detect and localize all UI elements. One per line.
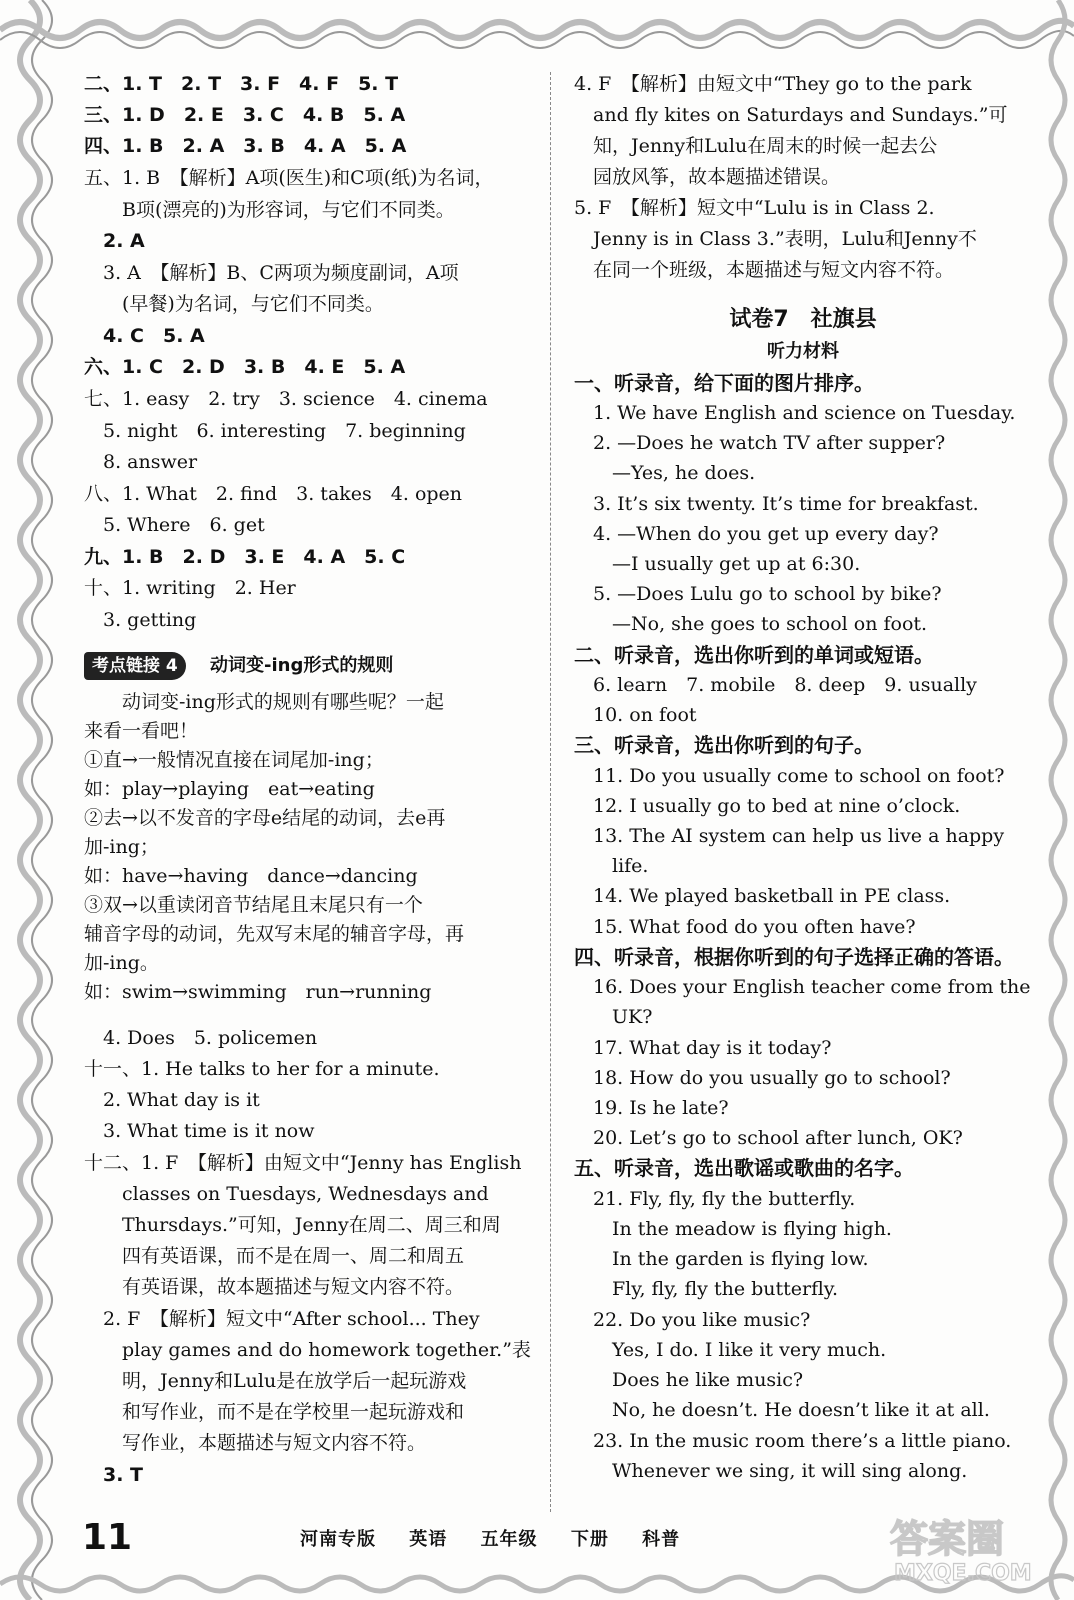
answer-line: Thursdays.”可知，Jenny在周二、周三和周 <box>84 1214 501 1236</box>
answer-line: 有英语课，故本题描述与短文内容不符。 <box>84 1276 465 1298</box>
answer-line: 园放风筝，故本题描述错误。 <box>574 166 841 188</box>
answer-line: 明，Jenny和Lulu是在放学后一起玩游戏 <box>84 1370 467 1392</box>
answer-line: 2. F 【解析】短文中“After school... They <box>84 1308 480 1330</box>
section-heading: 五、听录音，选出歌谣或歌曲的名字。 <box>574 1156 914 1180</box>
answer-line: 2. What day is it <box>84 1089 260 1111</box>
column-divider <box>550 72 551 1512</box>
answer-line: 写作业，本题描述与短文内容不符。 <box>84 1432 427 1454</box>
listening-line: In the garden is flying low. <box>574 1248 869 1270</box>
listening-line: 12. I usually go to bed at nine o’clock. <box>574 795 961 817</box>
page-number: 11 <box>82 1517 133 1558</box>
listening-line: 20. Let’s go to school after lunch, OK? <box>574 1127 963 1149</box>
footer-subject: 英语 <box>409 1529 448 1550</box>
listening-line: 16. Does your English teacher come from the <box>574 976 1031 998</box>
answer-line: 5. F 【解析】短文中“Lulu is in Class 2. <box>574 197 935 219</box>
answer-line: 4. C 5. A <box>84 325 205 347</box>
watermark-logo <box>880 1508 1040 1588</box>
listening-line: Whenever we sing, it will sing along. <box>574 1460 968 1482</box>
tip-box <box>84 648 538 1018</box>
tip-line: ②去→以不发音的字母e结尾的动词，去e再 <box>84 807 446 829</box>
listening-line: In the meadow is flying high. <box>574 1218 892 1240</box>
listening-line: Does he like music? <box>574 1369 804 1391</box>
answer-line: 3. What time is it now <box>84 1120 315 1142</box>
tip-line: 加-ing。 <box>84 952 159 974</box>
listening-line: —I usually get up at 6:30. <box>574 553 861 575</box>
answer-line: 二、1. T 2. T 3. F 4. F 5. T <box>84 73 399 95</box>
answer-line: 三、1. D 2. E 3. C 4. B 5. A <box>84 104 406 126</box>
listening-line: 11. Do you usually come to school on foot? <box>574 765 1005 787</box>
listening-line: 2. —Does he watch TV after supper? <box>574 432 946 454</box>
tip-line: 辅音字母的动词，先双写末尾的辅音字母，再 <box>84 923 465 945</box>
answer-line: 在同一个班级，本题描述与短文内容不符。 <box>574 259 955 281</box>
answer-line: 十二、1. F 【解析】由短文中“Jenny has English <box>84 1152 522 1174</box>
listening-line: 21. Fly, fly, fly the butterfly. <box>574 1188 856 1210</box>
tip-title: 动词变-ing形式的规则 <box>210 655 394 676</box>
footer-grade: 五年级 <box>480 1529 538 1550</box>
footer-edition: 河南专版 <box>300 1529 376 1550</box>
footer-publisher: 科普 <box>642 1529 681 1550</box>
answer-line: 四有英语课，而不是在周一、周二和周五 <box>84 1245 465 1267</box>
listening-line: 13. The AI system can help us live a happy <box>574 825 1005 847</box>
listening-line: 22. Do you like music? <box>574 1309 811 1331</box>
answer-line: 九、1. B 2. D 3. E 4. A 5. C <box>84 546 406 568</box>
listening-line: 19. Is he late? <box>574 1097 729 1119</box>
answer-line: 十、1. writing 2. Her <box>84 577 296 599</box>
answer-line: B项(漂亮的)为形容词，与它们不同类。 <box>84 199 455 221</box>
listening-line: Yes, I do. I like it very much. <box>574 1339 887 1361</box>
listening-line: 10. on foot <box>574 704 697 726</box>
answer-line: classes on Tuesdays, Wednesdays and <box>84 1183 489 1205</box>
footer-info <box>300 1526 706 1554</box>
tip-line: 如：have→having dance→dancing <box>84 865 418 887</box>
listening-line: 3. It’s six twenty. It’s time for breakfast. <box>574 493 979 515</box>
listening-line: 4. —When do you get up every day? <box>574 523 939 545</box>
answer-line: (早餐)为名词，与它们不同类。 <box>84 293 384 315</box>
answer-line: 十一、1. He talks to her for a minute. <box>84 1058 440 1080</box>
listening-line: 5. —Does Lulu go to school by bike? <box>574 583 942 605</box>
watermark-url: MXQE.COM <box>894 1561 1032 1586</box>
tip-line: 来看一看吧！ <box>84 720 199 742</box>
listening-line: 14. We played basketball in PE class. <box>574 885 951 907</box>
wavy-border-left <box>0 0 78 1600</box>
answer-line: 4. Does 5. policemen <box>84 1027 318 1049</box>
answer-line: 3. getting <box>84 609 197 631</box>
answer-line: 六、1. C 2. D 3. B 4. E 5. A <box>84 356 406 378</box>
section-heading: 二、听录音，选出你听到的单词或短语。 <box>574 643 934 667</box>
test-subtitle: 听力材料 <box>767 341 839 362</box>
listening-line: No, he doesn’t. He doesn’t like it at all. <box>574 1399 990 1421</box>
answer-line: 五、1. B 【解析】A项(医生)和C项(纸)为名词， <box>84 167 494 189</box>
listening-line: 18. How do you usually go to school? <box>574 1067 951 1089</box>
test-title: 试卷7 社旗县 <box>729 307 877 332</box>
listening-line: UK? <box>574 1006 653 1028</box>
listening-line: —No, she goes to school on foot. <box>574 613 928 635</box>
answer-line: 8. answer <box>84 451 198 473</box>
answer-line: and fly kites on Saturdays and Sundays.”可 <box>574 104 1008 126</box>
answer-line: 5. Where 6. get <box>84 514 265 536</box>
tip-line: 加-ing； <box>84 836 159 858</box>
listening-line: 1. We have English and science on Tuesday. <box>574 402 1016 424</box>
answer-line: play games and do homework together.”表 <box>84 1339 531 1361</box>
tip-line: 如：swim→swimming run→running <box>84 981 432 1003</box>
answer-line: 四、1. B 2. A 3. B 4. A 5. A <box>84 135 407 157</box>
answer-line: 八、1. What 2. find 3. takes 4. open <box>84 483 463 505</box>
section-heading: 一、听录音，给下面的图片排序。 <box>574 371 874 395</box>
listening-line: 15. What food do you often have? <box>574 916 916 938</box>
tip-line: ③双→以重读闭音节结尾且末尾只有一个 <box>84 894 423 916</box>
listening-line: 23. In the music room there’s a little piano. <box>574 1430 1012 1452</box>
wavy-border-top <box>0 0 1074 60</box>
listening-line: Fly, fly, fly the butterfly. <box>574 1278 839 1300</box>
answer-line: 2. A <box>84 230 145 252</box>
answer-line: 和写作业，而不是在学校里一起玩游戏和 <box>84 1401 465 1423</box>
listening-line: life. <box>574 855 649 877</box>
answer-line: 4. F 【解析】由短文中“They go to the park <box>574 73 972 95</box>
tip-line: 如：play→playing eat→eating <box>84 778 375 800</box>
wavy-border-right <box>1034 0 1074 1600</box>
section-heading: 三、听录音，选出你听到的句子。 <box>574 733 874 757</box>
answer-line: 七、1. easy 2. try 3. science 4. cinema <box>84 388 488 410</box>
listening-line: 6. learn 7. mobile 8. deep 9. usually <box>574 674 977 696</box>
answer-line: 3. T <box>84 1464 144 1486</box>
answer-line: Jenny is in Class 3.”表明，Lulu和Jenny不 <box>574 228 977 250</box>
tip-line: ①直→一般情况直接在词尾加-ing； <box>84 749 384 771</box>
listening-line: 17. What day is it today? <box>574 1037 832 1059</box>
section-heading: 四、听录音，根据你听到的句子选择正确的答语。 <box>574 945 1014 969</box>
tip-badge: 考点链接 4 <box>84 652 186 680</box>
answer-line: 知，Jenny和Lulu在周末的时候一起去公 <box>574 135 938 157</box>
answer-line: 3. A 【解析】B、C两项为频度副词，A项 <box>84 262 459 284</box>
footer-volume: 下册 <box>570 1529 609 1550</box>
answer-line: 5. night 6. interesting 7. beginning <box>84 420 466 442</box>
watermark-text: 答案圈 <box>890 1517 1005 1561</box>
tip-line: 动词变-ing形式的规则有哪些呢？一起 <box>84 691 444 713</box>
listening-line: —Yes, he does. <box>574 462 756 484</box>
